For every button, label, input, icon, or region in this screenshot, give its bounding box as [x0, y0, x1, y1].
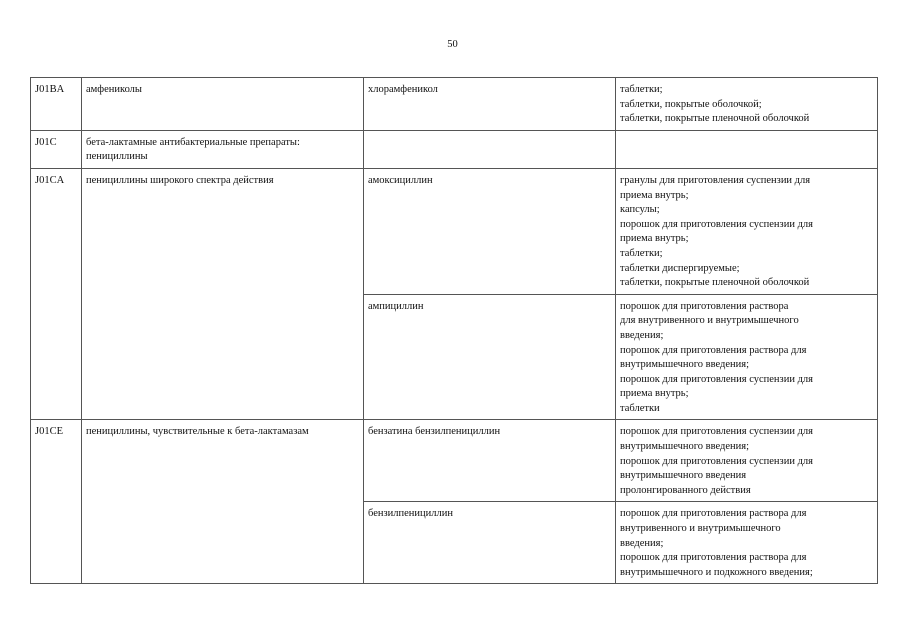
dosage-form-line: приема внутрь; — [620, 189, 689, 201]
drug-name: бензатина бензилпенициллин — [368, 426, 501, 438]
dosage-form-line: гранулы для приготовления суспензии для — [620, 174, 811, 186]
group-name: пенициллины широкого спектра действия — [86, 174, 274, 186]
table-row-j01ba — [31, 78, 878, 131]
dosage-form-line: внутримышечного введения; — [620, 441, 750, 453]
drug-cell — [364, 78, 616, 131]
group-name: амфениколы — [86, 84, 142, 95]
dosage-form-line: приема внутрь; — [620, 233, 689, 245]
group-cell — [82, 78, 364, 131]
dosage-form-line: капсулы; — [620, 204, 660, 216]
dosage-form-line: пролонгированного действия — [620, 484, 751, 496]
atc-code-cell — [31, 168, 82, 420]
atc-code-cell — [31, 130, 82, 168]
dosage-forms-cell — [616, 168, 878, 294]
dosage-form-line: порошок для приготовления раствора — [620, 300, 789, 312]
drug-name: амоксициллин — [368, 174, 433, 186]
drug-name: ампициллин — [368, 300, 424, 312]
dosage-forms-cell — [616, 420, 878, 502]
group-name: пенициллины, чувствительные к бета-лактамазам — [86, 426, 309, 438]
dosage-form-line: порошок для приготовления суспензии для — [620, 373, 813, 385]
dosage-form-line: порошок для приготовления суспензии для — [620, 218, 813, 230]
dosage-form-line: порошок для приготовления раствора для — [620, 552, 807, 564]
dosage-forms-cell — [616, 78, 878, 131]
drug-table — [30, 77, 878, 584]
group-cell — [82, 420, 364, 584]
table-row-j01ca — [31, 168, 878, 294]
atc-code-cell — [31, 78, 82, 131]
dosage-form-line: порошок для приготовления раствора для — [620, 508, 807, 520]
drug-name: хлорамфеникол — [368, 84, 438, 95]
atc-code: J01C — [35, 136, 57, 148]
drug-name: бензилпенициллин — [368, 508, 453, 520]
dosage-form-line: приема внутрь; — [620, 388, 689, 400]
dosage-form-line: порошок для приготовления суспензии для — [620, 455, 813, 467]
atc-code: J01BA — [35, 84, 65, 95]
dosage-form-line: таблетки диспергируемые; — [620, 262, 740, 274]
group-name: бета-лактамные антибактериальные препараты: — [86, 136, 300, 148]
dosage-form-line: внутримышечного введения; — [620, 359, 750, 371]
group-cell — [82, 130, 364, 168]
table-row-j01ce — [31, 420, 878, 502]
dosage-form-line: введения; — [620, 537, 664, 549]
table-row-j01c — [31, 130, 878, 168]
dosage-form-line: внутримышечного введения — [620, 470, 747, 482]
page-number: 50 — [447, 39, 458, 50]
dosage-form-line: таблетки; — [620, 247, 663, 259]
group-cell — [82, 168, 364, 420]
atc-code: J01CA — [35, 174, 65, 186]
dosage-form-line: таблетки — [620, 402, 660, 414]
dosage-forms-cell — [616, 502, 878, 584]
dosage-forms-cell — [616, 130, 878, 168]
dosage-form-line: введения; — [620, 329, 664, 341]
dosage-form-line: внутривенного и внутримышечного — [620, 523, 781, 535]
atc-code-cell — [31, 420, 82, 584]
drug-cell — [364, 294, 616, 420]
dosage-forms-cell — [616, 294, 878, 420]
dosage-form-line: таблетки; — [620, 84, 663, 95]
group-name: пенициллины — [86, 151, 148, 163]
dosage-form-line: таблетки, покрытые пленочной оболочкой — [620, 113, 810, 125]
drug-cell — [364, 130, 616, 168]
dosage-form-line: таблетки, покрытые пленочной оболочкой — [620, 277, 810, 289]
drug-cell — [364, 420, 616, 502]
drug-cell — [364, 502, 616, 584]
dosage-form-line: внутримышечного и подкожного введения; — [620, 566, 813, 578]
dosage-form-line: для внутривенного и внутримышечного — [620, 315, 799, 327]
drug-cell — [364, 168, 616, 294]
dosage-form-line: порошок для приготовления раствора для — [620, 344, 807, 356]
atc-code: J01CE — [35, 426, 64, 438]
dosage-form-line: порошок для приготовления суспензии для — [620, 426, 813, 438]
dosage-form-line: таблетки, покрытые оболочкой; — [620, 98, 762, 110]
